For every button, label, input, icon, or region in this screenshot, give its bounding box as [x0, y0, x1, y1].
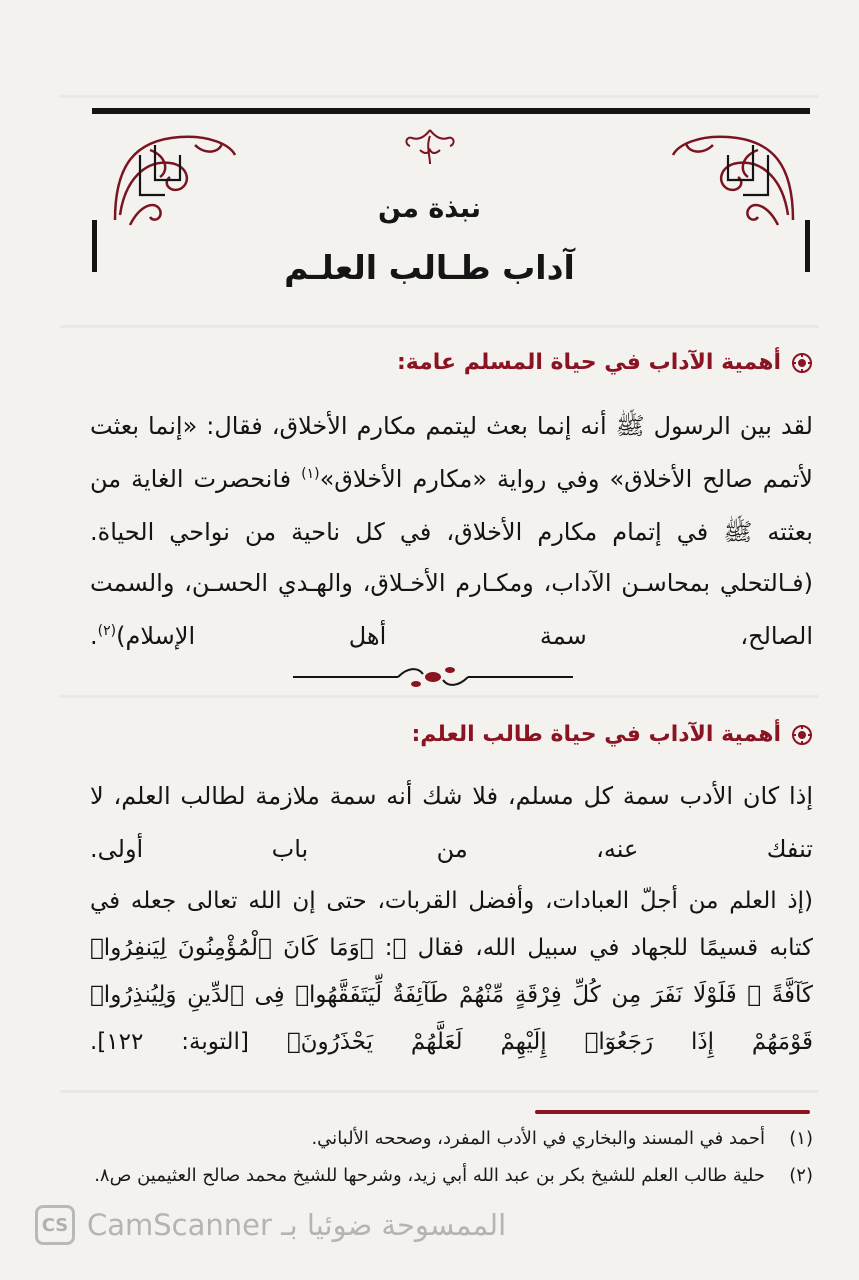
paragraph-quran-quote: (إذ العلم من أجلّ العبادات، وأفضل القربات، حتى إن الله تعالى جعله في كتابه قسيمًا للجهاد في سبيل الله، فقال ﷻ: ﴿وَمَا كَانَ ٱلْمُؤْمِنُونَ لِيَنفِرُوا۟ كَآفَّةً ۚ فَلَوْلَا نَفَرَ مِن كُلِّ فِرْقَةٍ مِّنْهُمْ طَآئِفَةٌ لِّيَتَفَقَّهُوا۟ فِى ٱلدِّينِ وَلِيُنذِرُوا۟ قَوْمَهُمْ إِذَا رَجَعُوٓا۟ إِلَيْهِمْ لَعَلَّهُمْ يَحْذَرُونَ﴾ [التوبة: ١٢٢].: [90, 888, 813, 1055]
footnote: [90, 1128, 813, 1149]
camscanner-logo-icon: CS: [35, 1205, 75, 1245]
section-heading-text: أهمية الآداب في حياة طالب العلم:: [411, 722, 781, 747]
paragraph-text: فانحصرت الغاية من بعثته ﷺ في إتمام مكارم الأخلاق، في كل ناحية من نواحي الحياة.: [90, 465, 813, 546]
section-heading-text: أهمية الآداب في حياة المسلم عامة:: [397, 350, 781, 375]
footnote-text: حلية طالب العلم للشيخ بكر بن عبد الله أبي زيد، وشرحها للشيخ محمد صالح العثيمين ص٨.: [94, 1165, 765, 1186]
footnote-ref: (٢): [97, 623, 117, 639]
scanner-watermark: [35, 1205, 506, 1245]
footnote-separator: [535, 1110, 810, 1114]
watermark-text: CamScanner الممسوحة ضوئيا بـ: [87, 1208, 507, 1242]
footnote-number: (٢): [789, 1165, 813, 1186]
section-heading-general: [397, 350, 813, 375]
paragraph: [90, 557, 813, 716]
section-heading-student: [411, 722, 813, 747]
footnote-ref: (١): [301, 466, 320, 482]
top-flourish-icon: [398, 128, 462, 168]
paragraph: إذا كان الأدب سمة كل مسلم، فلا شك أنه سمة ملازمة لطالب العلم، لا تنفك عنه، من باب أولى.: [90, 782, 813, 863]
footnote-number: (١): [789, 1128, 813, 1149]
paragraph-text: لقد بين الرسول ﷺ أنه إنما بعث ليتمم مكارم الأخلاق، فقال: «إنما بعثت لأتمم صالح الأخلاق» وفي رواية «مكارم الأخلاق»: [90, 412, 813, 493]
flower-bullet-icon: [791, 352, 813, 374]
flower-bullet-icon: [791, 724, 813, 746]
paragraph-text: (فـالتحلي بمحاسـن الآداب، ومكـارم الأخـلاق، والهـدي الحسـن، والسمت الصالح، سمة أهل الإسلام): [90, 569, 813, 650]
bleed-through: [60, 325, 819, 328]
footnote: [90, 1165, 813, 1186]
paragraph-text: .: [90, 622, 98, 650]
page-title: آداب طـالب العلـم: [284, 248, 575, 287]
bleed-through: [60, 95, 819, 98]
footnote-text: أحمد في المسند والبخاري في الأدب المفرد، وصححه الألباني.: [311, 1128, 765, 1149]
header-subtitle: نبذة من: [377, 193, 482, 224]
divider-ornament-icon: [288, 662, 578, 692]
